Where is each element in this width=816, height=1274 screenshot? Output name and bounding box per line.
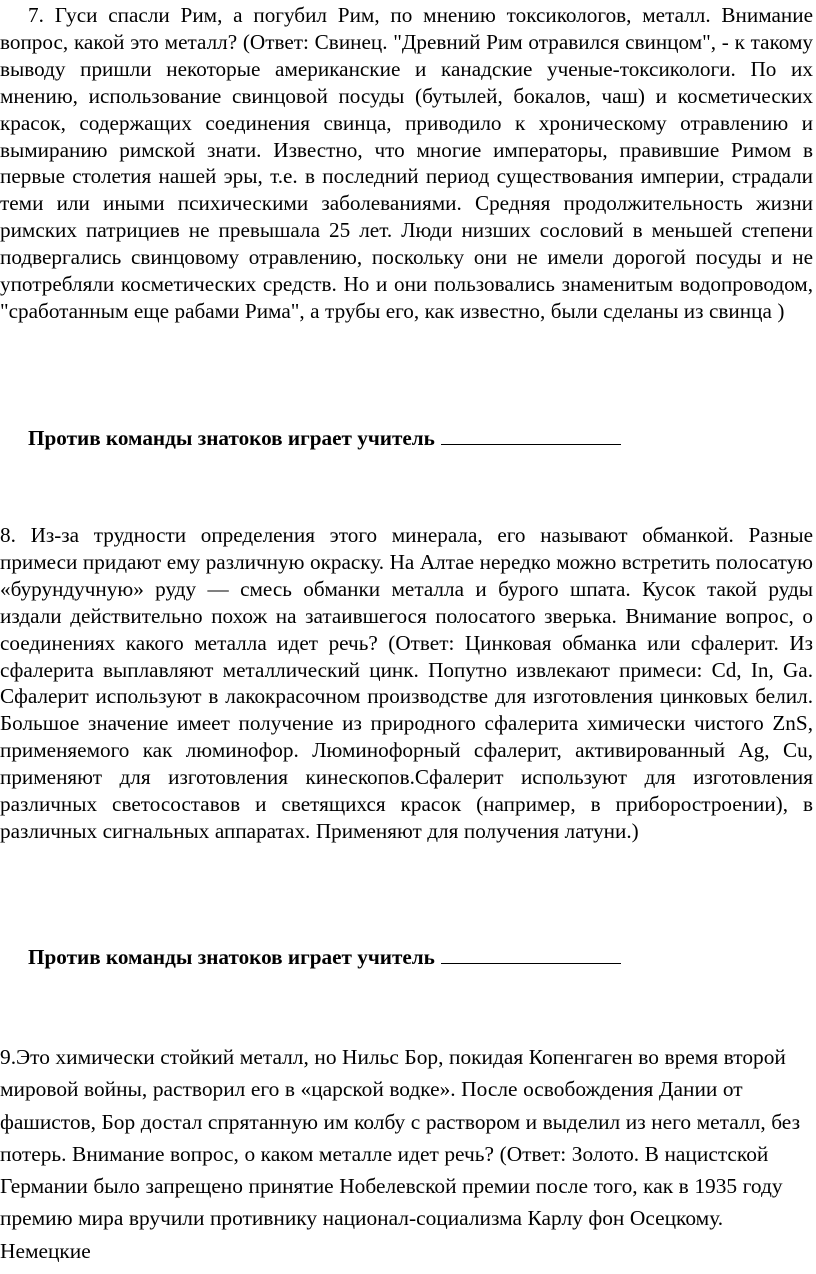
team-line-label: Против команды знатоков играет учитель [28, 945, 435, 969]
question-9-paragraph: 9.Это химически стойкий металл, но Нильс Бор, покидая Копенгаген во время второй мировой войны, растворил его в «царской водке». После освобождения Дании от фашистов, Бор достал спрятанную им колбу с раствором и выделил из него металл, без потерь. Внимание вопрос, о каком металле идет речь? (Ответ: Золото. В нацистской Германии было запрещено принятие Нобелевской премии после того, как в 1935 году премию мира вручили противнику национал-социализма Карлу фон Осецкому. Немецкие [0, 1045, 801, 1263]
question-8-team-line [28, 943, 621, 971]
question-7-paragraph: 7. Гуси спасли Рим, а погубил Рим, по мнению токсикологов, металл. Внимание вопрос, какой это металл? (Ответ: Свинец. "Древний Рим отравился свинцом", - к такому выводу пришли некоторые американские и канадские ученые-токсикологи. По их мнению, использование свинцовой посуды (бутылей, бокалов, чаш) и косметических красок, содержащих соединения свинца, приводило к хроническому отравлению и вымиранию римской знати. Известно, что многие императоры, правившие Римом в первые столетия нашей эры, т.е. в последний период существования империи, страдали теми или иными психическими заболеваниями. Средняя продолжительность жизни римских патрициев не превышала 25 лет. Люди низших сословий в меньшей степени подвергались свинцовому отравлению, поскольку они не имели дорогой посуды и не употребляли косметических средств. Но и они пользовались знаменитым водопроводом, "сработанным еще рабами Рима", а трубы его, как известно, были сделаны из свинца ) [0, 3, 813, 323]
question-7-team-line [28, 424, 621, 452]
team-line-label: Против команды знатоков играет учитель [28, 426, 435, 450]
teacher-name-blank[interactable] [441, 943, 621, 964]
question-8-paragraph: 8. Из-за трудности определения этого минерала, его называют обманкой. Разные примеси придают ему различную окраску. На Алтае нередко можно встретить полосатую «бурундучную» руду — смесь обманки металла и бурого шпата. Кусок такой руды издали действительно похож на затаившегося полосатого зверька. Внимание вопрос, о соединениях какого металла идет речь? (Ответ: Цинковая обманка или сфалерит. Из сфалерита выплавляют металлический цинк. Попутно извлекают примеси: Cd, In, Ga. Сфалерит используют в лакокрасочном производстве для изготовления цинковых белил. Большое значение имеет получение из природного сфалерита химически чистого ZnS, применяемого как люминофор. Люминофорный сфалерит, активированный Ag, Cu, применяют для изготовления кинескопов.Сфалерит используют для изготовления различных светосоставов и светящихся красок (например, в приборостроении), в различных сигнальных аппаратах. Применяют для получения латуни.) [0, 523, 813, 843]
teacher-name-blank[interactable] [441, 424, 621, 445]
